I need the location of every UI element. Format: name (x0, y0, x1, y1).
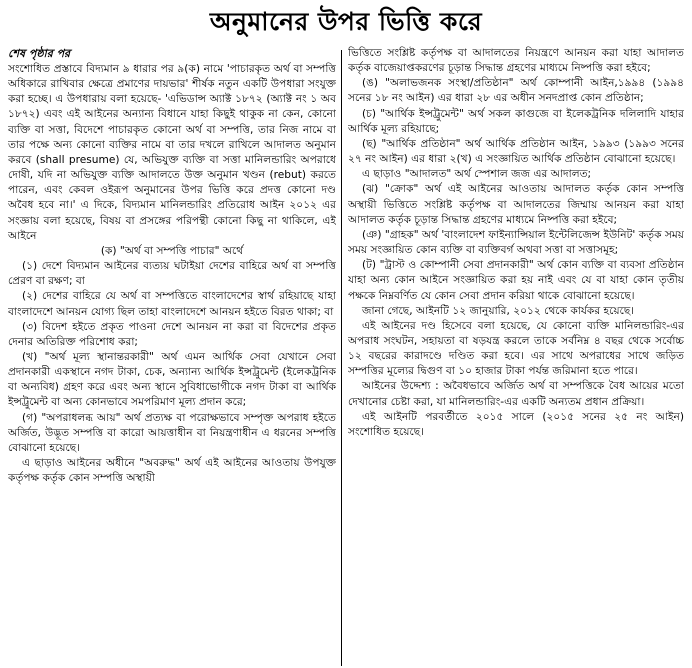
paragraph: এ ছাড়াও "আদালত" অর্থ স্পেশাল জজ এর আদালত; (362, 168, 592, 181)
paragraph: (ক) "অর্থ বা সম্পত্তি পাচার" অর্থে (100, 244, 244, 257)
right-column (348, 46, 684, 668)
paragraph: (খ) "অর্থ মূল্য স্থানান্তরকারী" অর্থ এমন আর্থিক সেবা যেখানে সেবা প্রদানকারী একস্থানে নগদ টাকা, চেক, অন্যান্য আর্থিক ইন্সট্রুমেন্ট (ইলেকট্রনিক বা অন্যবিধ) গ্রহণ করে এবং অন্য স্থানে সুবিধাভোগীকে নগদ টাকা বা আর্থিক ইন্সট্রুমেন্ট বা অন্য কোনভাবে সমপরিমাণ মূল্য প্রদান করে; (8, 350, 336, 409)
paragraph: এই আইনের দণ্ড হিসেবে বলা হয়েছে, যে কোনো ব্যক্তি মানিলন্ডারিং-এর অপরাধ সংঘটন, সহায়তা বা ষড়যন্ত্র করলে তাকে সর্বনিম্ন ৪ বছর থেকে সর্বোচ্চ ১২ বছরের কারাদণ্ডে দণ্ডিত করা হবে। এর সাথে অপরাধের সাথে জড়িত সম্পত্তির মূল্যের দ্বিগুণ বা ১০ হাজার টাকা পর্যন্ত জরিমানা হতে পারে। (348, 319, 684, 378)
paragraph: জানা গেছে, আইনটি ১২ জানুয়ারি, ২০১২ থেকে কার্যকর হয়েছে। (362, 304, 635, 317)
paragraph: (২) দেশের বাহিরে যে অর্থ বা সম্পত্তিতে বাংলাদেশের স্বার্থ রহিয়াছে যাহা বাংলাদেশে আনয়ন যোগ্য ছিল তাহা বাংলাদেশে আনয়ন হইতে বিরত থাকা; বা (8, 290, 336, 318)
paragraph: সংশোধিত প্রস্তাবে বিদ্যমান ৯ ধারার পর ৯(ক) নামে 'পাচারকৃত অর্থ বা সম্পত্তি অধিকারে রাখিবার ক্ষেত্রে প্রমাণের দায়ভার' শীর্ষক নতুন একটি উপধারা সংযুক্ত করা হচ্ছে। এ উপধারায় বলা হয়েছে- 'এভিডান্স অ্যাক্ট ১৮৭২ (অ্যাক্ট নং ১ অব ১৮৭২) এবং এই আইনের অন্যান্য বিধানে যাহা কিছুই থাকুক না কেন, কোনো ব্যক্তি বা সত্তা, বিদেশে পাচারকৃত কোনো অর্থ বা সম্পত্তি, তার নিজ নামে বা তার পক্ষে অন্য কোনো ব্যক্তির নামে বা তার দখলে রাখিলে আদালত অনুমান করবে (shall presume) যে, অভিযুক্ত ব্যক্তি বা সত্তা মানিলন্ডারিং অপরাধে দোষী, যদি না অভিযুক্ত ব্যক্তি আদালতে উক্ত অনুমান খণ্ডন (rebut) করতে পারেন, এবং কেবল ওইরূপ অনুমানের উপর ভিত্তি করে প্রদত্ত কোনো দণ্ড অবৈধ হবে না।' এ দিকে, বিদ্যমান মানিলন্ডারিং প্রতিরোধ আইন ২০১২ এর সংজ্ঞায় বলা হয়েছে, বিষয় বা প্রসঙ্গের পরিপন্থী কোনো কিছু না থাকিলে, এই আইনে (8, 63, 336, 242)
paragraph: (ঙ) "অলাভজনক সংস্থা/প্রতিষ্ঠান" অর্থ কোম্পানী আইন,১৯৯৪ (১৯৯৪ সনের ১৮ নং আইন) এর ধারা ২৮ এর অধীন সনদপ্রাপ্ত কোন প্রতিষ্ঠান; (348, 77, 684, 105)
paragraph: (৩) বিদেশ হইতে প্রকৃত পাওনা দেশে আনয়ন না করা বা বিদেশের প্রকৃত দেনার অতিরিক্ত পরিশোধ করা; (8, 320, 336, 348)
left-column (8, 46, 336, 668)
section-label: শেষ পৃষ্ঠার পর (8, 47, 71, 60)
paragraph: (চ) "আর্থিক ইন্সট্রুমেন্ট" অর্থ সকল কাগুজে বা ইলেকট্রনিক দলিলাদি যাহার আর্থিক মূল্য রহিয়াছে; (348, 107, 684, 135)
paragraph: আইনের উদ্দেশ্য : অবৈধভাবে অর্জিত অর্থ বা সম্পত্তিকে বৈধ আয়ের মতো দেখানোর চেষ্টা করা, যা মানিলন্ডারিং-এর একটি অন্যতম প্রধান প্রক্রিয়া। (348, 380, 684, 408)
paragraph: (ঞ) "গ্রাহক" অর্থ 'বাংলাদেশ ফাইন্যান্সিয়াল ইন্টেলিজেন্স ইউনিট' কর্তৃক সময় সময় সংজ্ঞায়িত কোন ব্যক্তি বা ব্যক্তিবর্গ অথবা সত্তা বা সত্তাসমূহ; (348, 228, 684, 257)
paragraph: (১) দেশে বিদ্যমান আইনের ব্যত্যয় ঘটাইয়া দেশের বাহিরে অর্থ বা সম্পত্তি প্রেরণ বা রক্ষণ; বা (8, 260, 336, 288)
paragraph: (ছ) "আর্থিক প্রতিষ্ঠান" অর্থ আর্থিক প্রতিষ্ঠান আইন, ১৯৯৩ (১৯৯৩ সনের ২৭ নং আইন) এর ধারা ২(খ) এ সংজ্ঞায়িত আর্থিক প্রতিষ্ঠান বোঝানো হয়েছে। (348, 137, 684, 166)
paragraph: এ ছাড়াও আইনের অধীনে "অবরুদ্ধ" অর্থ এই আইনের আওতায় উপযুক্ত কর্তৃপক্ষ কর্তৃক কোন সম্পত্তি অস্থায়ী (8, 457, 336, 485)
paragraph: এই আইনটি পরবর্তীতে ২০১৫ সালে (২০১৫ সনের ২৫ নং আইন) সংশোধিত হয়েছে। (348, 410, 684, 438)
paragraph: (ট) "ট্রাস্ট ও কোম্পানী সেবা প্রদানকারী" অর্থ কোন ব্যক্তি বা ব্যবসা প্রতিষ্ঠান যাহা অন্য কোন আইনে সংজ্ঞায়িত করা হয় নাই এবং যে বা যাহা কোন তৃতীয় পক্ষকে নিম্নবর্ণিত যে কোন সেবা প্রদান করিয়া থাকে বোঝানো হয়েছে। (348, 259, 684, 302)
headline: অনুমানের উপর ভিত্তি করে (209, 7, 483, 36)
paragraph: (গ) "অপরাধলব্ধ আয়" অর্থ প্রত্যক্ষ বা পরোক্ষভাবে সম্পৃক্ত অপরাধ হইতে অর্জিত, উদ্ভূত সম্পত্তি বা কারো আয়ত্তাধীন বা নিয়ন্ত্রণাধীন এ ধরনের সম্পত্তি বোঝানো হয়েছে। (8, 411, 336, 454)
column-divider (341, 50, 342, 666)
paragraph: ভিত্তিতে সংশ্লিষ্ট কর্তৃপক্ষ বা আদালতের নিয়ন্ত্রণে আনয়ন করা যাহা আদালত কর্তৃক বাজেয়াপ্তকরণের চূড়ান্ত সিদ্ধান্ত গ্রহণের মাধ্যমে নিষ্পত্তি করা হইবে; (348, 47, 684, 75)
paragraph: (ঝ) "ক্রোক" অর্থ এই আইনের আওতায় আদালত কর্তৃক কোন সম্পত্তি অস্থায়ী ভিত্তিতে সংশ্লিষ্ট কর্তৃপক্ষ বা আদালতের জিম্মায় আনয়ন করা যাহা আদালত কর্তৃক চূড়ান্ত সিদ্ধান্ত গ্রহণের মাধ্যমে নিষ্পত্তি করা হইবে; (348, 183, 684, 226)
